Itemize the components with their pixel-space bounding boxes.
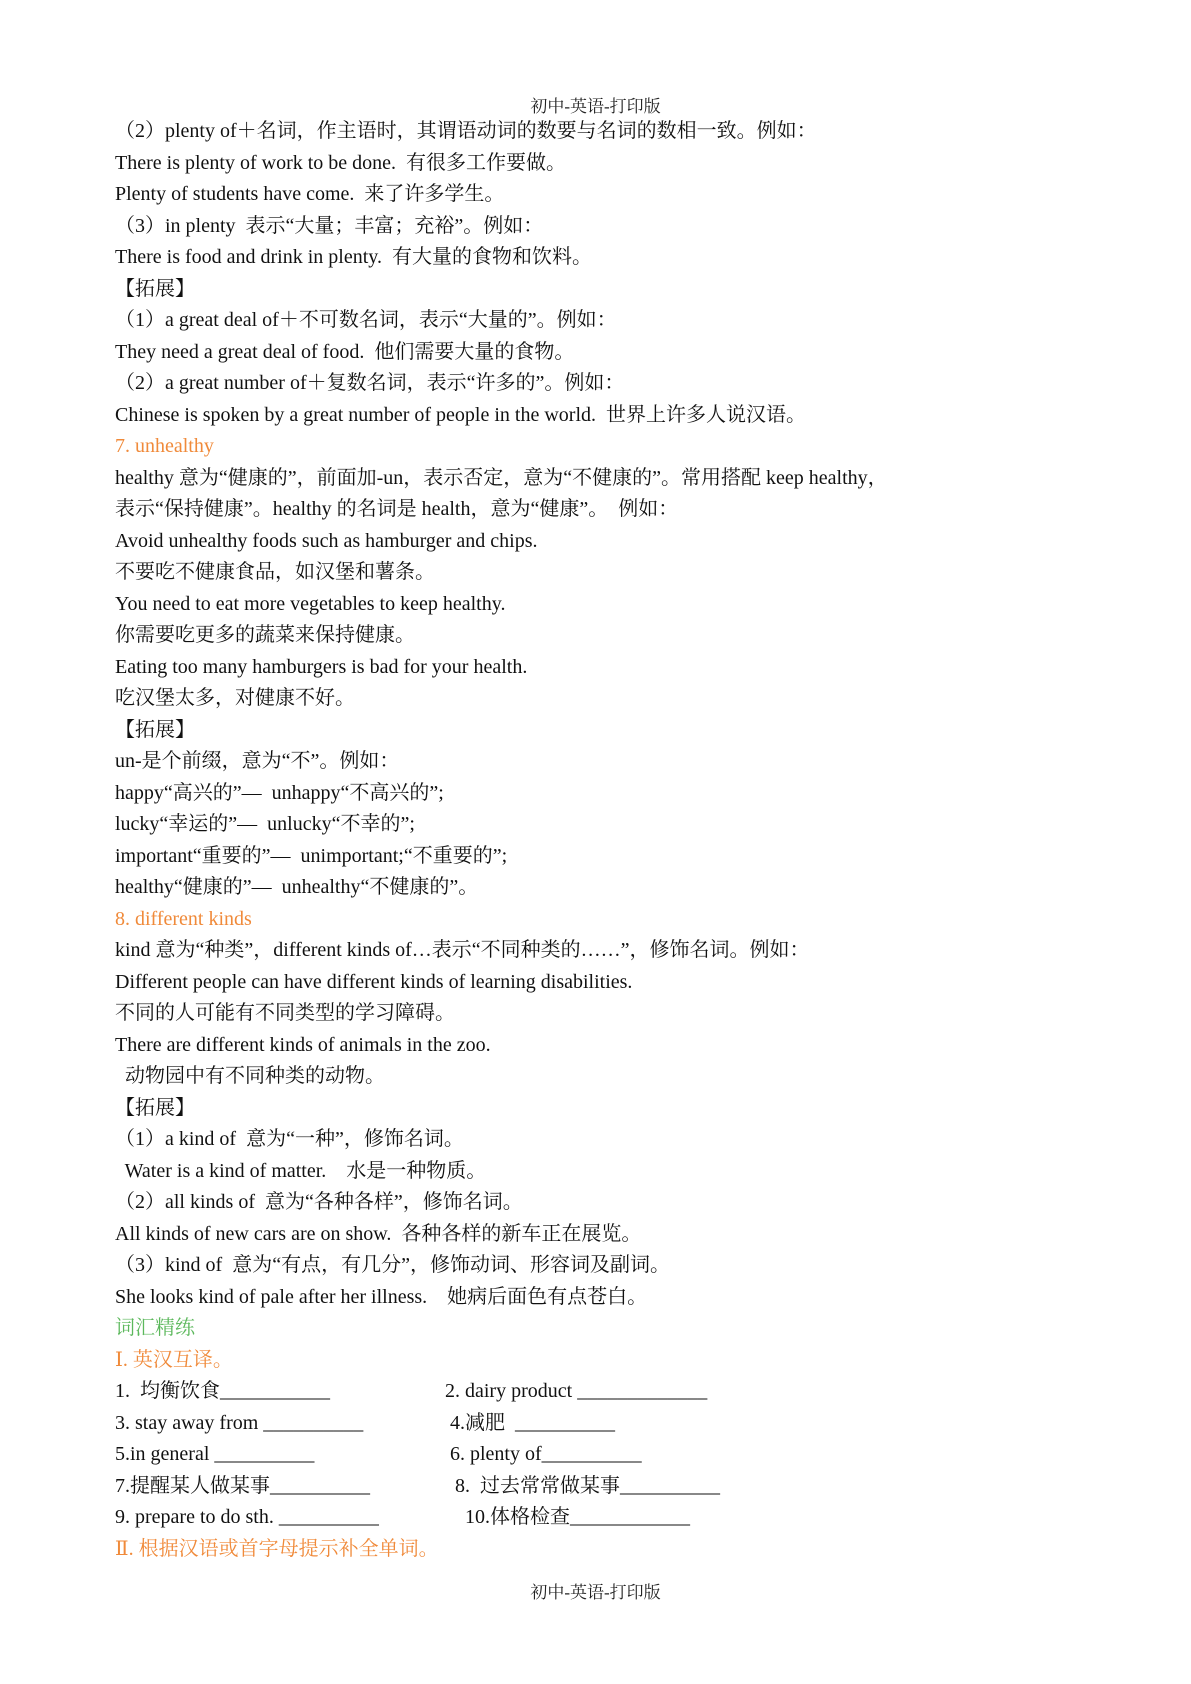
text-line: Water is a kind of matter. 水是一种物质。 [115,1159,487,1182]
text-line: happy“高兴的”— unhappy“不高兴的”; [115,781,444,804]
vocab-row [115,1471,1075,1503]
vocab-row [115,1408,1075,1440]
text-line: She looks kind of pale after her illness. 她病后面色有点苍白。 [115,1285,648,1308]
text-line: lucky“幸运的”— unlucky“不幸的”; [115,813,415,835]
text-line: kind 意为“种类”，different kinds of…表示“不同种类的……”，修饰名词。例如： [115,939,810,961]
vocab-item: 8. 过去常常做某事__________ [445,1474,720,1497]
text-line: 你需要吃更多的蔬菜来保持健康。 [115,624,415,646]
text-line: There are different kinds of animals in the zoo. [115,1033,491,1056]
text-line: （3）in plenty 表示“大量；丰富；充裕”。例如： [115,214,544,237]
text-line: 动物园中有不同种类的动物。 [115,1065,385,1087]
text-line: Avoid unhealthy foods such as hamburger and chips. [115,529,538,552]
heading-line: 8. different kinds [115,907,252,930]
vocab-row [115,1376,1075,1408]
text-line: 吃汉堡太多，对健康不好。 [115,687,355,709]
text-line: Plenty of students have come. 来了许多学生。 [115,183,505,205]
text-line: 不同的人可能有不同类型的学习障碍。 [115,1002,455,1024]
text-line: 不要吃不健康食品，如汉堡和薯条。 [115,561,435,583]
text-line: （3）kind of 意为“有点，有几分”，修饰动词、形容词及副词。 [115,1254,670,1276]
vocab-item: 1. 均衡饮食___________ [115,1380,330,1402]
text-line: healthy 意为“健康的”，前面加-un，表示否定，意为“不健康的”。常用搭配 keep healthy， [115,466,888,489]
text-line: Chinese is spoken by a great number of people in the world. 世界上许多人说汉语。 [115,403,806,426]
vocab-row [115,1502,1075,1534]
vocab-item: 4.减肥 __________ [445,1411,615,1434]
text-line: （2）plenty of＋名词，作主语时，其谓语动词的数要与名词的数相一致。例如： [115,120,817,142]
heading-line: 7. unhealthy [115,435,214,457]
text-line: Eating too many hamburgers is bad for your health. [115,655,528,678]
vocab-row [115,1439,1075,1471]
text-line: （2）all kinds of 意为“各种各样”，修饰名词。 [115,1191,523,1213]
text-line: They need a great deal of food. 他们需要大量的食物。 [115,340,575,363]
text-line: All kinds of new cars are on show. 各种各样的新车正在展览。 [115,1222,642,1245]
text-lines [115,116,1075,1376]
text-line: 【拓展】 [115,1096,195,1119]
text-line: un-是个前缀，意为“不”。例如： [115,750,400,772]
vocab-item: 6. plenty of__________ [445,1443,642,1465]
document-body [115,116,1075,1565]
text-line: important“重要的”— unimportant;“不重要的”; [115,844,508,867]
text-line: 【拓展】 [115,718,195,741]
page-header: 初中-英语-打印版 [530,97,661,116]
vocab-item: 3. stay away from __________ [115,1411,364,1434]
text-line: There is food and drink in plenty. 有大量的食物和饮料。 [115,246,592,268]
vocab-item: 7.提醒某人做某事__________ [115,1474,370,1497]
vocab-item: 9. prepare to do sth. __________ [115,1506,379,1528]
section-2-heading: Ⅱ. 根据汉语或首字母提示补全单词。 [115,1537,439,1560]
heading-line: 词汇精练 [115,1317,195,1339]
text-line: 表示“保持健康”。healthy 的名词是 health，意为“健康”。 例如： [115,498,679,520]
vocab-exercise [115,1376,1075,1534]
text-line: healthy“健康的”— unhealthy“不健康的”。 [115,876,479,898]
text-line: There is plenty of work to be done. 有很多工作要做。 [115,151,567,174]
vocab-item: 2. dairy product _____________ [445,1380,708,1402]
text-line: （1）a great deal of＋不可数名词，表示“大量的”。例如： [115,309,617,331]
text-line: （2）a great number of＋复数名词，表示“许多的”。例如： [115,372,625,394]
text-line: 【拓展】 [115,277,195,300]
text-line: Different people can have different kinds of learning disabilities. [115,970,633,993]
vocab-item: 10.体格检查____________ [445,1506,690,1528]
page-footer: 初中-英语-打印版 [530,1583,661,1602]
text-line: （1）a kind of 意为“一种”，修饰名词。 [115,1128,464,1150]
text-line: You need to eat more vegetables to keep healthy. [115,592,506,615]
heading-line: Ⅰ. 英汉互译。 [115,1348,233,1371]
vocab-item: 5.in general __________ [115,1443,315,1465]
